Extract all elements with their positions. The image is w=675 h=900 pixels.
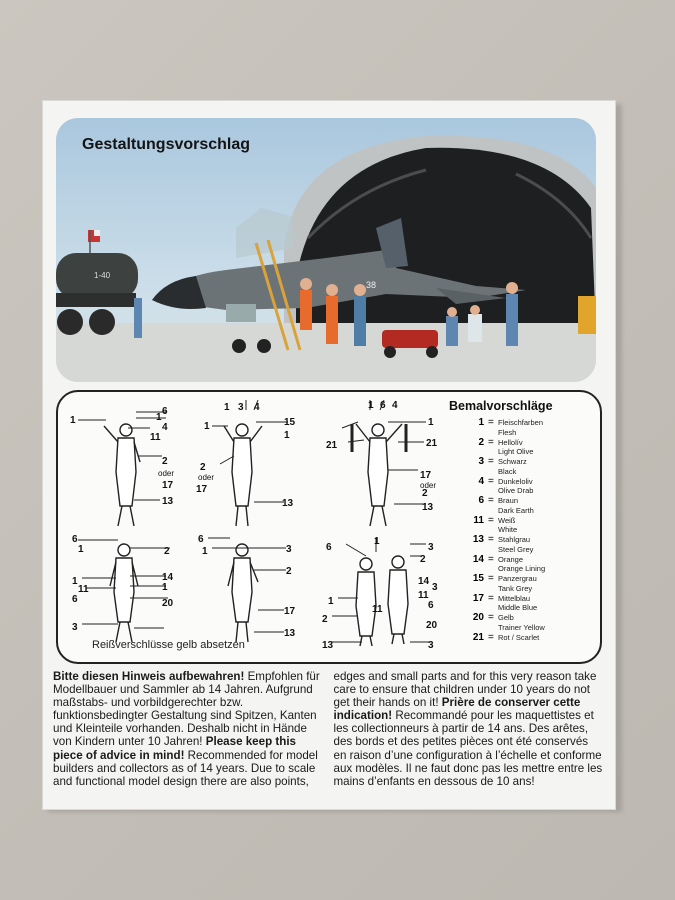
paint-item: 21 = Rot / Scarlet	[472, 631, 540, 643]
notice-heading-fr: Prière de conserver cette indication!	[333, 696, 581, 723]
svg-text:13: 13	[284, 628, 296, 639]
svg-text:4: 4	[162, 422, 168, 433]
svg-text:1: 1	[284, 430, 290, 441]
diorama-scene	[56, 118, 596, 382]
notice-text-de: Empfohlen für Modellbauer und Sammler ab 14 Jahren. Aufgrund maßstabs- und vorbildgerechter bzw. funktionsbedingter Gestaltung sind Spitzen, Kanten und Kleinteile vorhanden. Deshalb nicht in Hände von Kindern unter 10 Jahren!	[53, 670, 320, 749]
photo-title: Gestaltungsvorschlag	[82, 136, 251, 153]
svg-text:6: 6	[162, 406, 168, 417]
notice-text-en-cont: edges and small parts and for this very reason take care to ensure that children under 10 years do not get their hands on it!	[333, 670, 597, 710]
svg-text:2: 2	[200, 462, 206, 473]
svg-text:13: 13	[282, 498, 294, 509]
svg-text:20: 20	[162, 598, 174, 609]
svg-text:1: 1	[374, 536, 380, 547]
svg-text:1: 1	[72, 576, 78, 587]
svg-text:6: 6	[428, 600, 434, 611]
svg-text:17: 17	[162, 480, 174, 491]
svg-text:3: 3	[238, 402, 244, 413]
svg-text:1: 1	[368, 400, 374, 411]
svg-text:1: 1	[224, 402, 230, 413]
oder-label: oder	[158, 469, 175, 478]
svg-text:oder: oder	[198, 473, 215, 482]
svg-text:1: 1	[202, 546, 208, 557]
paint-item: 15 = Panzergrau Tank Grey	[472, 573, 537, 593]
svg-text:2: 2	[322, 614, 328, 625]
svg-text:6: 6	[72, 594, 78, 605]
svg-text:17: 17	[284, 606, 296, 617]
svg-text:1: 1	[328, 596, 334, 607]
paint-item: 17 = Mittelblau Middle Blue	[472, 592, 538, 612]
svg-text:11: 11	[418, 590, 429, 601]
svg-text:11: 11	[372, 604, 383, 615]
svg-text:38: 38	[366, 280, 377, 290]
svg-text:2: 2	[422, 488, 428, 499]
svg-text:3: 3	[72, 622, 78, 633]
safety-notice	[53, 670, 603, 788]
svg-text:4: 4	[392, 400, 398, 411]
svg-text:3: 3	[286, 544, 292, 555]
figure-line-drawings	[58, 392, 448, 662]
svg-text:6: 6	[326, 542, 332, 553]
svg-text:6: 6	[198, 534, 204, 545]
paint-item: 11 = Weiß White	[473, 514, 518, 534]
notice-text-en: Recommended for model builders and collectors as of 14 years. Due to scale and functional model design there are also points,	[53, 748, 318, 788]
svg-text:2: 2	[162, 456, 168, 467]
svg-text:21: 21	[426, 438, 438, 449]
paint-item: 2 = Hellolív Light Olive	[478, 436, 534, 456]
svg-text:6: 6	[380, 400, 386, 411]
svg-text:11: 11	[78, 584, 89, 595]
svg-text:2: 2	[286, 566, 292, 577]
paint-title: Bemalvorschläge	[449, 399, 553, 413]
svg-text:13: 13	[322, 640, 334, 651]
svg-text:3: 3	[428, 542, 434, 553]
svg-text:1: 1	[78, 544, 84, 555]
svg-text:3: 3	[428, 640, 434, 651]
svg-text:1: 1	[162, 582, 168, 593]
notice-text-fr: Recommandé pour les maquettistes et les collectionneurs à partir de 14 ans. Des arêtes, des bords et des petites pièces ont été conservés en raison d’une configuration à l’échelle et conforme aux modèles. Il ne faut donc pas les mettre entre les mains d’enfants en dessous de 10 ans!	[333, 709, 603, 788]
paint-item: 6 = Braun Dark Earth	[478, 495, 534, 515]
svg-text:6: 6	[72, 534, 78, 545]
svg-text:17: 17	[196, 484, 208, 495]
zipper-note: Reißverschlüsse gelb absetzen	[92, 639, 245, 651]
svg-text:oder: oder	[420, 481, 437, 490]
paint-color-list	[458, 418, 598, 652]
svg-text:1-40: 1-40	[94, 271, 111, 280]
svg-text:1: 1	[428, 417, 434, 428]
svg-text:15: 15	[284, 417, 296, 428]
svg-text:14: 14	[162, 572, 174, 583]
paint-item: 1 = Fleischfarben Flesh	[478, 417, 544, 437]
svg-text:3: 3	[432, 582, 438, 593]
notice-heading-en: Please keep this piece of advice in mind!	[53, 735, 296, 762]
diorama-photo	[56, 118, 596, 382]
svg-text:21: 21	[326, 440, 338, 451]
paint-item: 13 = Stahlgrau Steel Grey	[472, 534, 534, 554]
notice-column-right	[334, 670, 604, 788]
svg-text:11: 11	[150, 432, 161, 443]
svg-text:2: 2	[164, 546, 170, 557]
notice-heading-de: Bitte diesen Hinweis aufbewahren!	[53, 670, 245, 683]
svg-text:20: 20	[426, 620, 438, 631]
paint-item: 3 = Schwarz Black	[478, 456, 527, 476]
svg-text:14: 14	[418, 576, 430, 587]
svg-text:17: 17	[420, 470, 432, 481]
svg-text:1: 1	[156, 412, 162, 423]
paint-item: 20 = Gelb Trainer Yellow	[472, 612, 545, 632]
paint-item: 4 = Dunkeloliv Olive Drab	[478, 475, 534, 495]
notice-column-left	[53, 670, 323, 788]
svg-text:4: 4	[254, 402, 260, 413]
painting-guide-panel	[56, 390, 602, 664]
svg-text:13: 13	[422, 502, 434, 513]
svg-text:2: 2	[420, 554, 426, 565]
svg-text:1: 1	[204, 421, 210, 432]
paint-item: 14 = Orange Orange Lining	[472, 553, 546, 573]
svg-text:13: 13	[162, 496, 174, 507]
svg-text:1: 1	[70, 415, 76, 426]
